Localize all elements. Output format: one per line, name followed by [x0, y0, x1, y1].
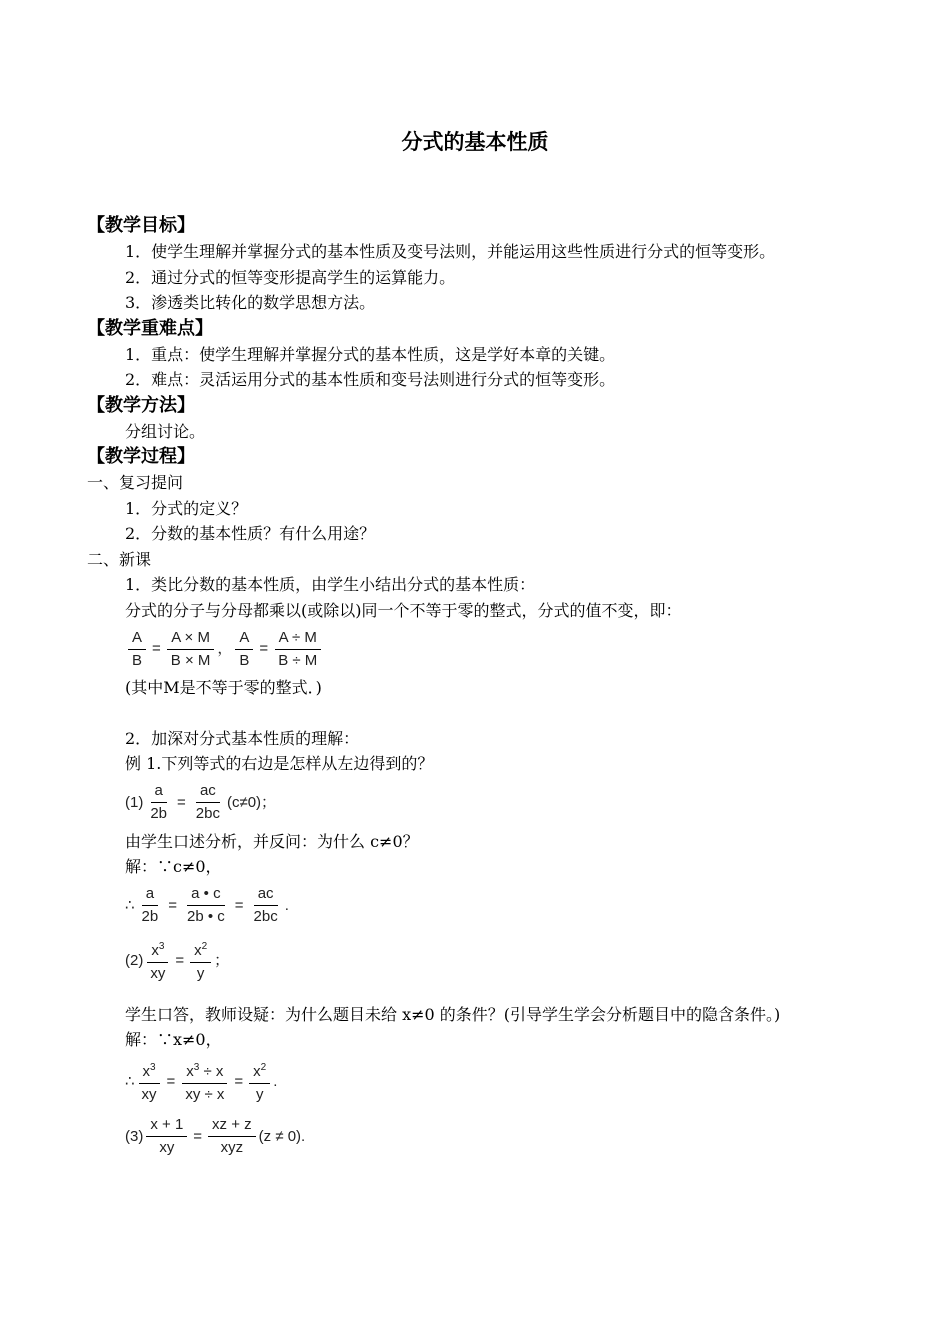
fraction: $\frac{x + 1}{xy}$	[146, 1115, 187, 1158]
example3-equation: (3) $\frac{x + 1}{xy}$ = $\frac{xz + z}{\text{xyz}}$ (z ≠ 0).	[125, 1116, 306, 1156]
example2-derivation: ∴ $\frac{x^3}{xy}$ = $\frac{x^3 \div x}{xy \div x}$ = $\frac{x^2}{y}$ .	[87, 1053, 865, 1111]
property-formula: $\frac{A}{B}$ = $\frac{A \times M}{B \times M}$ ， $\frac{A}{B}$ = $\frac{A \div M}{B \div M}$	[87, 623, 865, 675]
goal-item: 2．通过分式的恒等变形提高学生的运算能力。	[125, 267, 456, 287]
page-title: 分式的基本性质	[401, 130, 549, 154]
fraction: $\frac{ac}{2bc}$	[195, 782, 220, 822]
formula-note: (其中M是不等于零的整式．)	[125, 678, 322, 697]
example2-ask: 学生口答，教师设疑：为什么题目未给 x≠0 的条件？(引导学生学会分析题目中的隐含条件。)	[125, 1004, 781, 1024]
example1-solution: 解：∵c≠0，	[125, 857, 222, 876]
fraction: $\frac{A}{B}$	[128, 628, 146, 671]
section-heading-process: 【教学过程】	[87, 446, 195, 467]
rule-text: 分式的分子与分母都乘以(或除以)同一个不等于零的整式，分式的值不变，即：	[125, 600, 682, 620]
step1-text: 1．类比分数的基本性质，由学生小结出分式的基本性质：	[125, 575, 536, 594]
example1-derivation: ∴ $\frac{a}{2b}$ = $\frac{a • c}{2b • c}$ = $\frac{ac}{2bc}$ .	[125, 885, 289, 925]
section-heading-key-points: 【教学重难点】	[87, 317, 213, 339]
review-question: 1．分式的定义？	[125, 498, 248, 518]
fraction: $\frac{a • c}{2b • c}$	[187, 885, 225, 925]
fraction: $\frac{ac}{2bc}$	[253, 885, 278, 925]
fraction: $\frac{A \div M}{B \div M}$	[274, 628, 321, 671]
fraction: $\frac{a}{2b}$	[150, 782, 168, 822]
key-point-item: 1．重点：使学生理解并掌握分式的基本性质，这是学好本章的关键。	[125, 344, 616, 364]
key-point-item: 2．难点：灵活运用分式的基本性质和变号法则进行分式的恒等变形。	[125, 370, 616, 389]
example-question: 例 1.下列等式的右边是怎样从左边得到的？	[125, 754, 434, 773]
section-heading-goals: 【教学目标】	[87, 215, 195, 236]
fraction: $\frac{x^3}{xy}$	[138, 1058, 161, 1105]
example1-equation: (1) $\frac{a}{2b}$ = $\frac{ac}{2bc}$ (c≠0)；	[125, 782, 277, 822]
example2-equation: (2) $\frac{x^3}{xy}$ = $\frac{x^2}{y}$ ；	[87, 932, 865, 990]
fraction: $\frac{a}{2b}$	[141, 885, 159, 925]
fraction: $\frac{A \times M}{B \times M}$	[167, 628, 215, 671]
step2-text: 2．加深对分式基本性质的理解：	[125, 728, 360, 748]
part1-label: 一、复习提问	[87, 473, 184, 492]
example1-ask: 由学生口述分析，并反问：为什么 c≠0？	[125, 831, 419, 851]
part2-label: 二、新课	[87, 549, 152, 569]
section-heading-method: 【教学方法】	[87, 394, 195, 416]
method-text: 分组讨论。	[125, 421, 206, 441]
review-question: 2．分数的基本性质？有什么用途？	[125, 524, 376, 543]
fraction: $\frac{x^3}{xy}$	[146, 937, 169, 984]
fraction: $\frac{A}{B}$	[235, 628, 253, 671]
fraction: $\frac{xz + z}{\text{xyz}}$	[208, 1115, 256, 1158]
example2-solution: 解：∵x≠0，	[125, 1030, 222, 1049]
fraction: $\frac{x^2}{y}$	[190, 937, 211, 984]
document-body	[87, 213, 865, 1163]
fraction: $\frac{x^2}{y}$	[249, 1058, 270, 1105]
goal-item: 1．使学生理解并掌握分式的基本性质及变号法则，并能运用这些性质进行分式的恒等变形。	[125, 242, 776, 261]
fraction: $\frac{x^3 \div x}{xy \div x}$	[181, 1058, 228, 1105]
goal-item: 3．渗透类比转化的数学思想方法。	[125, 293, 376, 312]
